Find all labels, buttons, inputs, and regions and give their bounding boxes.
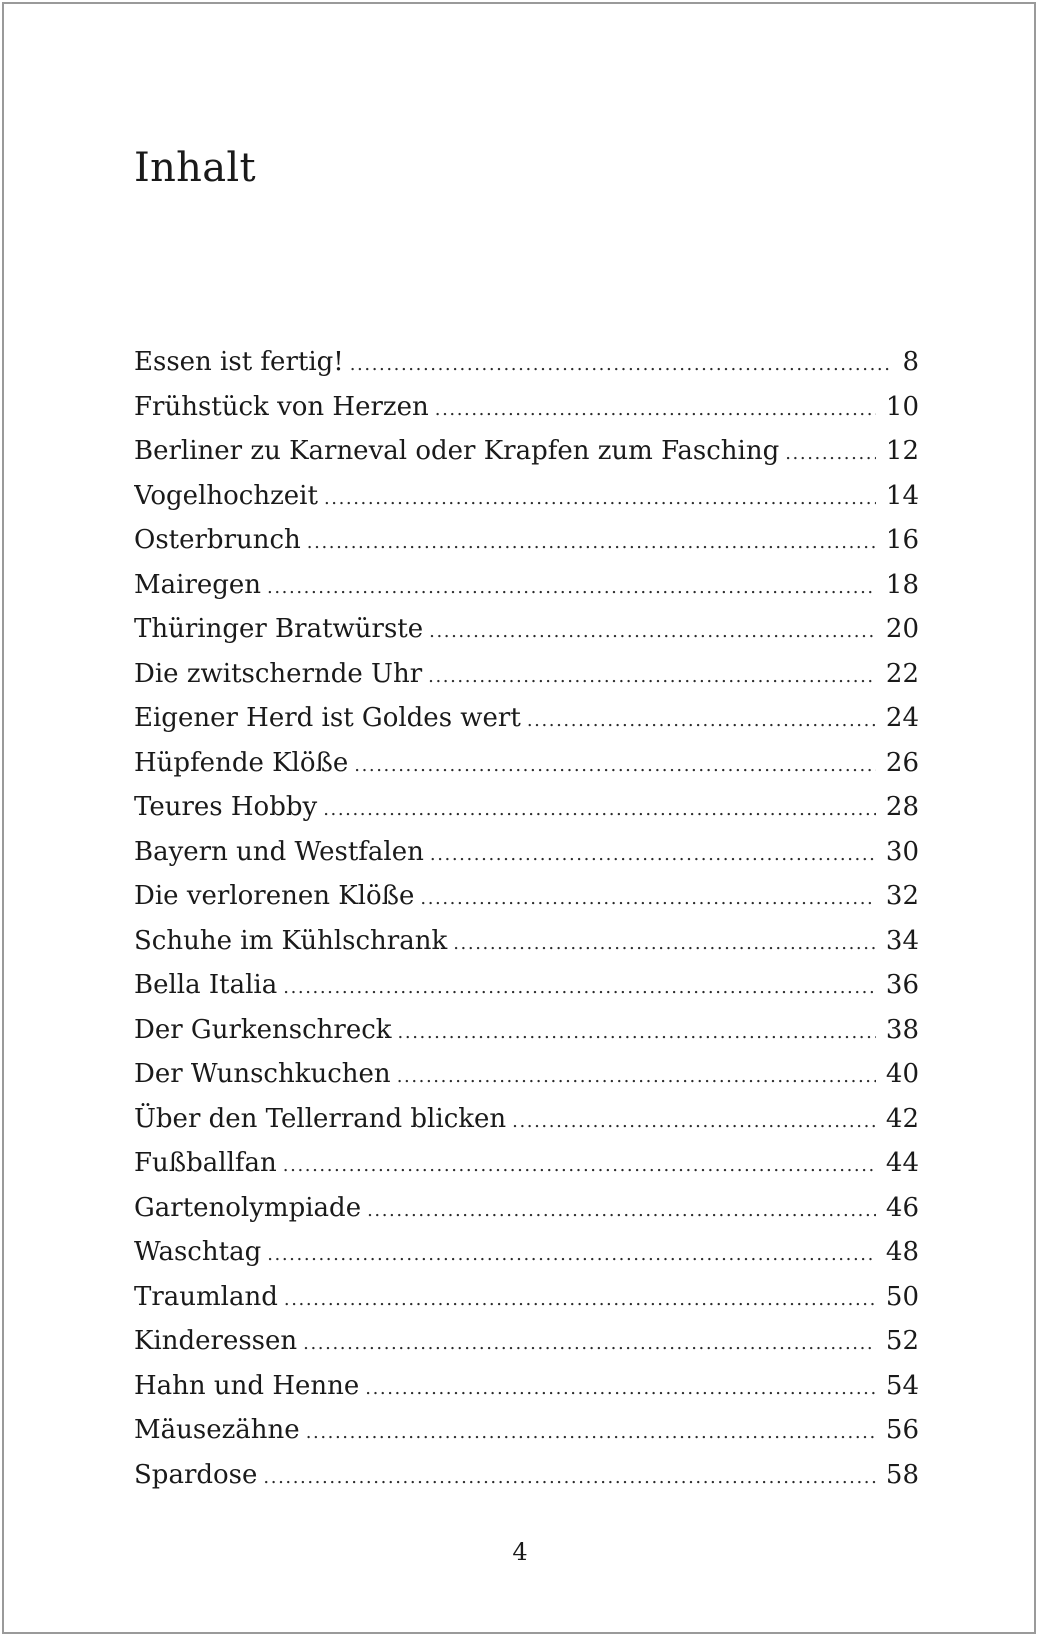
toc-dot-leader	[429, 610, 876, 652]
toc-entry	[134, 1097, 919, 1142]
toc-dot-leader	[453, 922, 876, 964]
toc-entry-title: Bayern und Westfalen	[134, 836, 424, 867]
toc-entry-title: Hahn und Henne	[134, 1370, 360, 1401]
toc-entry-title: Fußballfan	[134, 1148, 277, 1178]
toc-dot-leader	[398, 1011, 876, 1053]
toc-entry-title: Teures Hobby	[134, 792, 318, 822]
toc-entry-page: 22	[885, 658, 919, 689]
toc-entry-page: 52	[885, 1326, 919, 1356]
toc-entry	[134, 1141, 919, 1186]
toc-entry-page: 42	[885, 1103, 919, 1134]
toc-entry-title: Thüringer Bratwürste	[134, 614, 424, 644]
toc-dot-leader	[283, 1144, 876, 1186]
toc-entry	[134, 518, 919, 563]
toc-dot-leader	[283, 966, 876, 1008]
toc-entry	[134, 652, 919, 697]
toc-entry	[134, 563, 919, 608]
toc-entry-title: Die verlorenen Klöße	[134, 881, 415, 911]
toc-entry	[134, 1408, 919, 1453]
toc-entry-title: Berliner zu Karneval oder Krapfen zum Fasching	[134, 436, 780, 466]
toc-entry-title: Mäusezähne	[134, 1415, 300, 1445]
toc-entry-page: 24	[885, 703, 919, 733]
toc-entry	[134, 607, 919, 652]
toc-entry-title: Traumland	[134, 1281, 278, 1312]
toc-entry-page: 10	[885, 391, 919, 422]
toc-dot-leader	[365, 1367, 876, 1409]
toc-entry-page: 16	[885, 525, 919, 555]
toc-dot-leader	[512, 1100, 876, 1142]
toc-entry-page: 28	[885, 792, 919, 822]
toc-entry	[134, 830, 919, 875]
table-of-contents	[134, 340, 919, 1497]
toc-entry-page: 26	[885, 747, 919, 778]
toc-dot-leader	[354, 744, 876, 786]
toc-entry	[134, 1275, 919, 1320]
toc-entry	[134, 963, 919, 1008]
toc-dot-leader	[303, 1322, 876, 1364]
toc-dot-leader	[367, 1189, 876, 1231]
toc-entry	[134, 696, 919, 741]
toc-entry-page: 50	[885, 1281, 919, 1312]
toc-entry-title: Hüpfende Klöße	[134, 747, 349, 778]
toc-entry-title: Schuhe im Kühlschrank	[134, 925, 448, 956]
toc-entry-page: 38	[885, 1014, 919, 1045]
toc-dot-leader	[324, 477, 876, 519]
toc-dot-leader	[307, 521, 876, 563]
toc-entry-page: 36	[885, 970, 919, 1000]
toc-entry-title: Vogelhochzeit	[134, 480, 318, 511]
toc-entry-page: 30	[885, 836, 919, 867]
toc-dot-leader	[350, 343, 893, 385]
toc-entry-title: Gartenolympiade	[134, 1192, 362, 1223]
toc-entry-title: Waschtag	[134, 1237, 262, 1267]
toc-entry-page: 58	[885, 1459, 919, 1490]
toc-dot-leader	[397, 1055, 876, 1097]
toc-entry-page: 12	[885, 436, 919, 466]
toc-dot-leader	[420, 877, 876, 919]
toc-entry	[134, 385, 919, 430]
toc-dot-leader	[284, 1278, 876, 1320]
toc-dot-leader	[267, 566, 876, 608]
toc-dot-leader	[428, 655, 876, 697]
toc-entry-title: Bella Italia	[134, 970, 278, 1000]
toc-entry-page: 14	[885, 480, 919, 511]
toc-dot-leader	[785, 432, 876, 474]
toc-entry	[134, 1230, 919, 1275]
toc-entry-page: 46	[885, 1192, 919, 1223]
toc-entry	[134, 1319, 919, 1364]
toc-entry-page: 48	[885, 1237, 919, 1267]
toc-entry-page: 18	[885, 569, 919, 600]
page-title: Inhalt	[134, 145, 256, 191]
toc-entry-title: Spardose	[134, 1459, 258, 1490]
toc-dot-leader	[267, 1233, 876, 1275]
toc-entry	[134, 474, 919, 519]
toc-dot-leader	[306, 1411, 876, 1453]
toc-entry-title: Der Wunschkuchen	[134, 1059, 391, 1089]
toc-entry	[134, 1453, 919, 1498]
toc-entry	[134, 1052, 919, 1097]
toc-entry-page: 8	[902, 347, 919, 377]
toc-entry-page: 44	[885, 1148, 919, 1178]
toc-entry	[134, 785, 919, 830]
toc-entry	[134, 1364, 919, 1409]
toc-entry-page: 20	[885, 614, 919, 644]
toc-entry	[134, 429, 919, 474]
toc-entry	[134, 919, 919, 964]
page-number: 4	[512, 1538, 528, 1566]
toc-entry-page: 34	[885, 925, 919, 956]
toc-entry	[134, 874, 919, 919]
toc-entry-title: Eigener Herd ist Goldes wert	[134, 703, 521, 733]
toc-entry-page: 40	[885, 1059, 919, 1089]
toc-entry-title: Osterbrunch	[134, 525, 301, 555]
toc-entry-title: Der Gurkenschreck	[134, 1014, 392, 1045]
toc-entry	[134, 1186, 919, 1231]
toc-dot-leader	[430, 833, 876, 875]
toc-entry-page: 56	[885, 1415, 919, 1445]
toc-dot-leader	[263, 1456, 875, 1498]
toc-dot-leader	[323, 788, 876, 830]
toc-entry-title: Über den Tellerrand blicken	[134, 1103, 507, 1134]
toc-entry-title: Essen ist fertig!	[134, 347, 344, 377]
toc-entry-page: 54	[885, 1370, 919, 1401]
toc-dot-leader	[527, 699, 876, 741]
toc-entry	[134, 340, 919, 385]
toc-dot-leader	[435, 388, 876, 430]
toc-entry-title: Kinderessen	[134, 1326, 298, 1356]
toc-entry-title: Die zwitschernde Uhr	[134, 658, 423, 689]
toc-entry-page: 32	[885, 881, 919, 911]
toc-entry	[134, 1008, 919, 1053]
toc-entry-title: Frühstück von Herzen	[134, 391, 429, 422]
toc-entry	[134, 741, 919, 786]
toc-entry-title: Mairegen	[134, 569, 262, 600]
